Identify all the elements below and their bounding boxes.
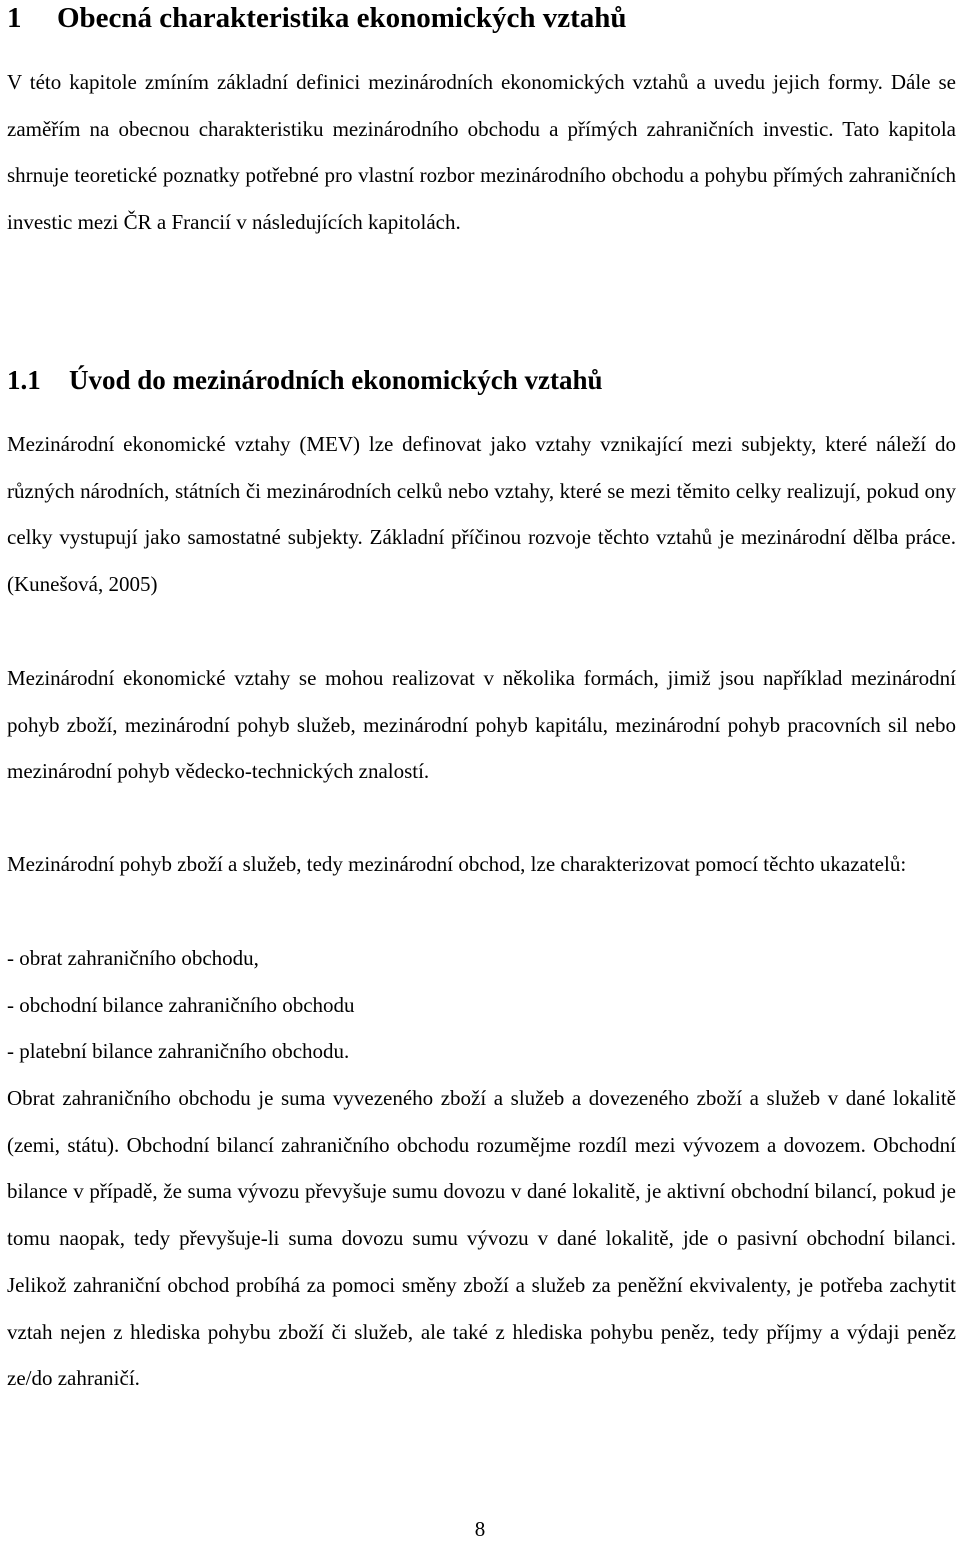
section-number: 1.1 xyxy=(7,365,41,395)
chapter-number: 1 xyxy=(7,2,22,34)
chapter-title: Obecná charakteristika ekonomických vztahů xyxy=(57,2,627,34)
chapter-heading xyxy=(7,0,627,36)
list-item: - obrat zahraničního obchodu, xyxy=(7,946,259,970)
list-item: - platební bilance zahraničního obchodu. xyxy=(7,1039,350,1064)
section-title: Úvod do mezinárodních ekonomických vztahů xyxy=(69,365,603,395)
indicator-list xyxy=(7,935,355,1075)
chapter-intro-paragraph: V této kapitole zmíním základní definici mezinárodních ekonomických vztahů a uvedu jejich formy. Dále se zaměřím na obecnou charakteristiku mezinárodního obchodu a přímých zahraničních investic. Tato kapitola shrnuje teoretické poznatky potřebné pro vlastní rozbor mezinárodního obchodu a pohybu přímých zahraničních investic mezi ČR a Francií v následujících kapitolách. xyxy=(7,70,956,235)
list-item: - obchodní bilance zahraničního obchodu xyxy=(7,992,355,1017)
section-heading xyxy=(7,362,603,398)
section-paragraph-trade-balance: Obrat zahraničního obchodu je suma vyvezeného zboží a služeb a dovezeného zboží a služeb v dané lokalitě (zemi, státu). Obchodní bilancí zahraničního obchodu rozumějme rozdíl mezi vývozem a dovozem. Obchodní bilance v případě, že suma vývozu převyšuje sumu dovozu v dané lokalitě, je aktivní obchodní bilancí, pokud je tomu naopak, tedy převyšuje-li suma dovozu sumu vývozu v dané lokalitě, jde o pasivní obchodní bilanci. Jelikož zahraniční obchod probíhá za pomoci směny zboží a služeb za peněžní ekvivalenty, je potřeba zachytit vztah nejen z hlediska pohybu zboží či služeb, ale také z hlediska pohybu peněz, tedy příjmy a výdaji peněz ze/do zahraničí. xyxy=(7,1086,956,1391)
section-paragraph-forms: Mezinárodní ekonomické vztahy se mohou realizovat v několika formách, jimiž jsou například mezinárodní pohyb zboží, mezinárodní pohyb služeb, mezinárodní pohyb kapitálu, mezinárodní pohyb pracovních sil nebo mezinárodní pohyb vědecko-technických znalostí. xyxy=(7,666,956,784)
section-paragraph-definition: Mezinárodní ekonomické vztahy (MEV) lze definovat jako vztahy vznikající mezi subjekty, které náleží do různých národních, státních či mezinárodních celků nebo vztahy, které se mezi těmito celky realizují, pokud ony celky vystupují jako samostatné subjekty. Základní příčinou rozvoje těchto vztahů je mezinárodní dělba práce. (Kunešová, 2005) xyxy=(7,432,956,597)
section-paragraph-indicators-intro: Mezinárodní pohyb zboží a služeb, tedy mezinárodní obchod, lze charakterizovat pomocí těchto ukazatelů: xyxy=(7,852,907,876)
page-number: 8 xyxy=(474,1517,486,1541)
